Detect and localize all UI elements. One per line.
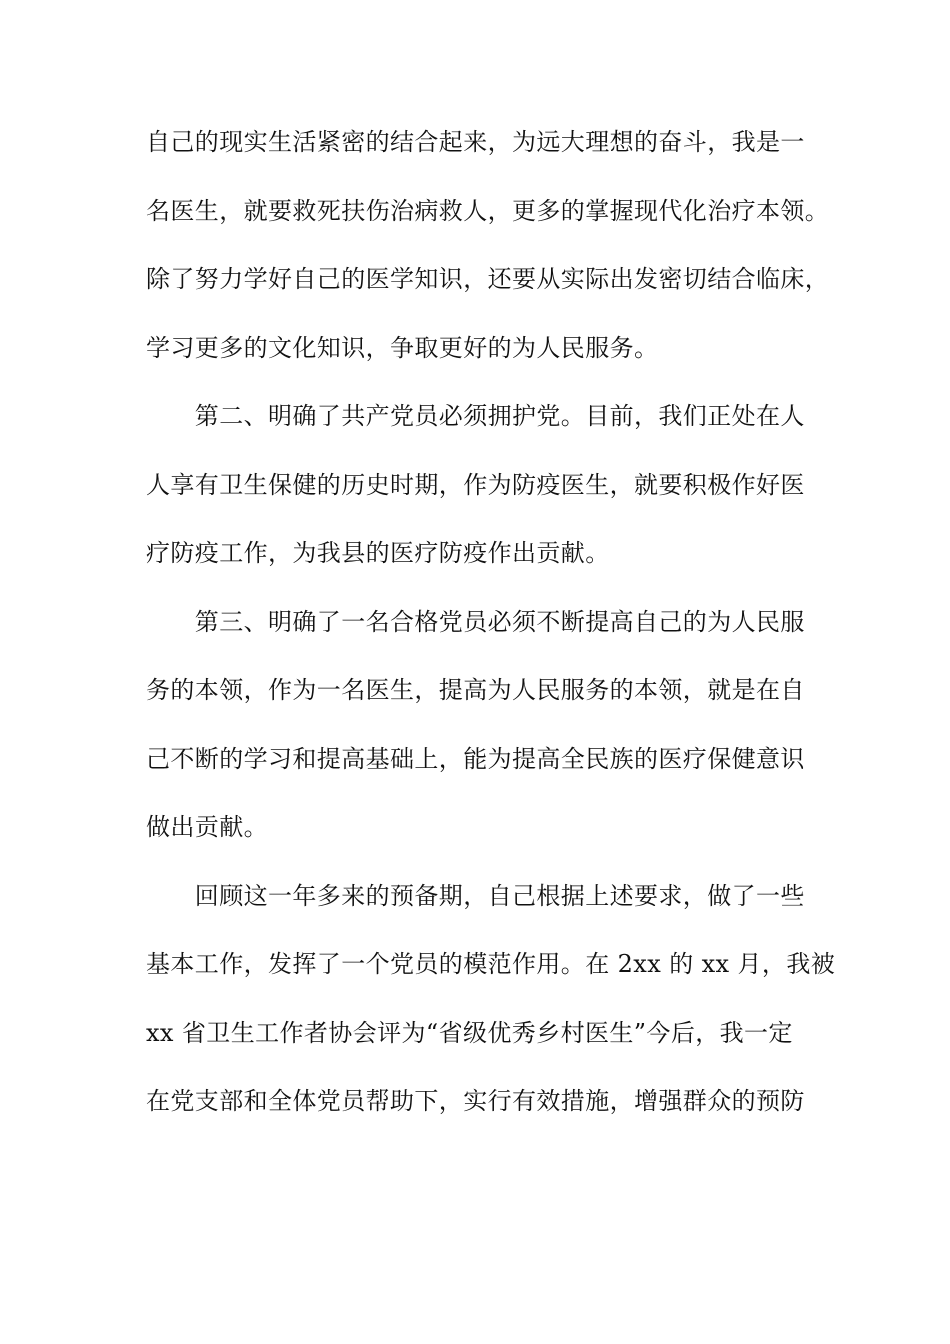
text-line: 己不断的学习和提高基础上，能为提高全民族的医疗保健意识 bbox=[146, 744, 805, 773]
text-line: 回顾这一年多来的预备期，自己根据上述要求，做了一些 bbox=[146, 881, 805, 910]
text-line: 第三、明确了一名合格党员必须不断提高自己的为人民服 bbox=[146, 607, 805, 636]
text-line: 疗防疫工作，为我县的医疗防疫作出贡献。 bbox=[146, 539, 610, 567]
text-line: 人享有卫生保健的历史时期，作为防疫医生，就要积极作好医 bbox=[146, 470, 805, 499]
document-text bbox=[146, 128, 836, 1158]
text-line: 基本工作，发挥了一个党员的模范作用。在 2xx 的 xx 月，我被 bbox=[146, 950, 836, 978]
text-line: 在党支部和全体党员帮助下，实行有效措施，增强群众的预防 bbox=[146, 1087, 805, 1115]
text-line: 除了努力学好自己的医学知识，还要从实际出发密切结合临床， bbox=[146, 265, 830, 293]
text-line: 第二、明确了共产党员必须拥护党。目前，我们正处在人 bbox=[146, 402, 805, 430]
text-line: 务的本领，作为一名医生，提高为人民服务的本领，就是在自 bbox=[146, 676, 805, 704]
text-line: 自己的现实生活紧密的结合起来，为远大理想的奋斗，我是一 bbox=[146, 128, 805, 156]
text-line: 做出贡献。 bbox=[146, 813, 268, 841]
text-line: 学习更多的文化知识，争取更好的为人民服务。 bbox=[146, 333, 659, 362]
text-line: 名医生，就要救死扶伤治病救人，更多的掌握现代化治疗本领。 bbox=[146, 196, 830, 225]
text-line: xx 省卫生工作者协会评为“省级优秀乡村医生”今后，我一定 bbox=[146, 1018, 793, 1047]
